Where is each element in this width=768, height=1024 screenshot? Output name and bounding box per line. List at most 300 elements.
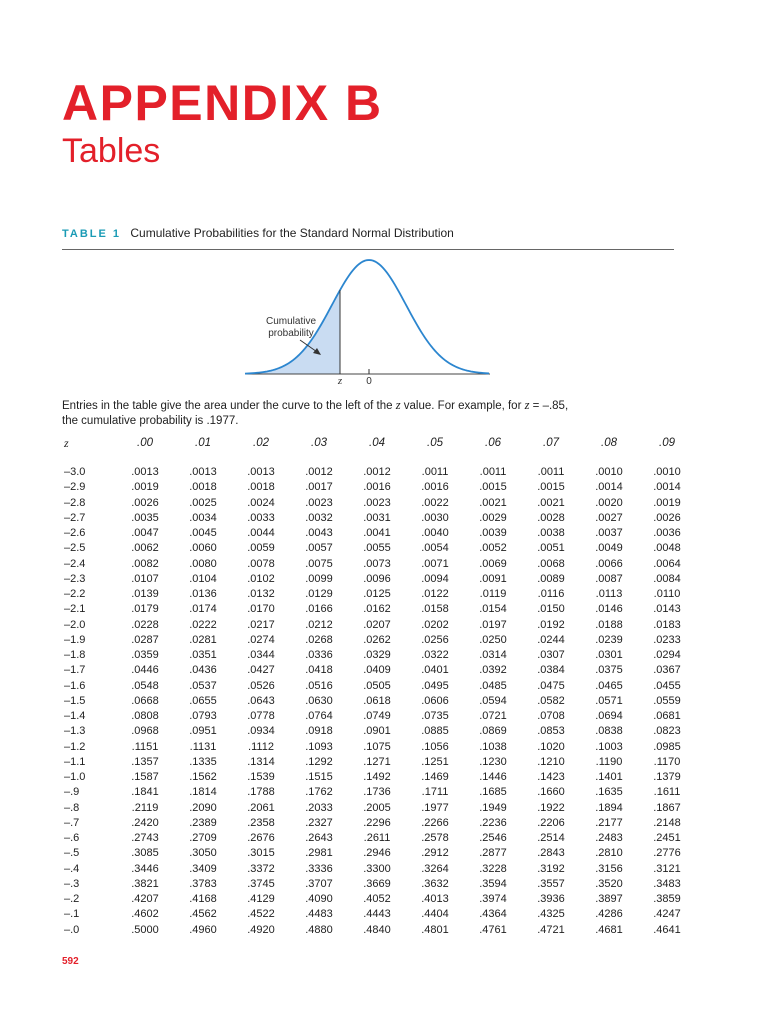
z-value-cell: –1.0 (64, 771, 86, 784)
probability-cell: .2033 (305, 801, 333, 814)
probability-cell: .0143 (653, 603, 681, 616)
z-value-cell: –1.7 (64, 664, 86, 677)
probability-cell: .4325 (537, 908, 565, 921)
probability-cell: .3336 (305, 862, 333, 875)
probability-cell: .2843 (537, 847, 565, 860)
z-value-cell: –2.1 (64, 603, 86, 616)
probability-cell: .2177 (595, 816, 623, 829)
probability-cell: .0307 (537, 649, 565, 662)
probability-cell: .4602 (131, 908, 159, 921)
probability-cell: .1151 (131, 740, 159, 753)
probability-cell: .1003 (595, 740, 623, 753)
table-row (62, 892, 696, 907)
probability-cell: .0212 (305, 618, 333, 631)
probability-cell: .0017 (305, 481, 333, 494)
annotation-line-1: Cumulative (265, 316, 317, 327)
probability-cell: .0060 (189, 542, 217, 555)
probability-cell: .0078 (247, 557, 275, 570)
probability-cell: .0049 (595, 542, 623, 555)
z-value-cell: –.6 (64, 832, 80, 845)
probability-cell: .0104 (189, 572, 217, 585)
probability-cell: .0475 (537, 679, 565, 692)
probability-cell: .0019 (131, 481, 159, 494)
probability-cell: .0384 (537, 664, 565, 677)
probability-cell: .0764 (305, 710, 333, 723)
probability-cell: .2611 (363, 832, 391, 845)
probability-cell: .3156 (595, 862, 623, 875)
probability-cell: .0808 (131, 710, 159, 723)
probability-cell: .0183 (653, 618, 681, 631)
probability-cell: .0014 (653, 481, 681, 494)
probability-cell: .1401 (595, 771, 623, 784)
table-row (62, 831, 696, 846)
probability-cell: .2061 (247, 801, 275, 814)
probability-cell: .1271 (363, 755, 391, 768)
probability-cell: .0207 (363, 618, 391, 631)
probability-cell: .0274 (247, 633, 275, 646)
probability-cell: .1587 (131, 771, 159, 784)
probability-cell: .0032 (305, 511, 333, 524)
probability-cell: .0035 (131, 511, 159, 524)
probability-cell: .1056 (421, 740, 449, 753)
probability-cell: .0885 (421, 725, 449, 738)
probability-cell: .1949 (479, 801, 507, 814)
probability-cell: .0192 (537, 618, 565, 631)
probability-cell: .4247 (653, 908, 681, 921)
table-row (62, 709, 696, 724)
table-row (62, 846, 696, 861)
probability-cell: .0125 (363, 588, 391, 601)
probability-cell: .0068 (537, 557, 565, 570)
table-row (62, 541, 696, 556)
probability-cell: .2877 (479, 847, 507, 860)
probability-cell: .1635 (595, 786, 623, 799)
probability-cell: .1423 (537, 771, 565, 784)
normal-curve-figure (0, 0, 768, 400)
z-value-cell: –2.8 (64, 496, 86, 509)
probability-cell: .2981 (305, 847, 333, 860)
probability-cell: .0018 (189, 481, 217, 494)
intro-text-3: = –.85, (529, 400, 569, 412)
probability-cell: .0548 (131, 679, 159, 692)
probability-cell: .4090 (305, 893, 333, 906)
probability-cell: .0038 (537, 527, 565, 540)
column-header: .05 (427, 437, 443, 449)
probability-cell: .0055 (363, 542, 391, 555)
probability-cell: .0028 (537, 511, 565, 524)
probability-cell: .0013 (131, 466, 159, 479)
probability-cell: .0020 (595, 496, 623, 509)
table-row (62, 877, 696, 892)
probability-cell: .0010 (653, 466, 681, 479)
probability-cell: .2912 (421, 847, 449, 860)
probability-cell: .0116 (537, 588, 565, 601)
probability-cell: .0037 (595, 527, 623, 540)
intro-z-1: z (395, 398, 401, 412)
probability-cell: .0016 (421, 481, 449, 494)
probability-cell: .4207 (131, 893, 159, 906)
column-header: .00 (137, 437, 153, 449)
probability-cell: .0023 (305, 496, 333, 509)
probability-cell: .3594 (479, 877, 507, 890)
probability-cell: .0495 (421, 679, 449, 692)
column-header: .06 (485, 437, 501, 449)
probability-cell: .0033 (247, 511, 275, 524)
probability-cell: .0073 (363, 557, 391, 570)
probability-cell: .1469 (421, 771, 449, 784)
table-row (62, 816, 696, 831)
probability-cell: .0052 (479, 542, 507, 555)
probability-cell: .0222 (189, 618, 217, 631)
table-row (62, 648, 696, 663)
probability-cell: .0643 (247, 694, 275, 707)
probability-cell: .0113 (595, 588, 623, 601)
probability-cell: .0174 (189, 603, 217, 616)
table-row (62, 480, 696, 495)
probability-cell: .3264 (421, 862, 449, 875)
table-intro (62, 398, 674, 429)
probability-cell: .0694 (595, 710, 623, 723)
probability-cell: .0287 (131, 633, 159, 646)
column-header: .09 (659, 437, 675, 449)
probability-cell: .3897 (595, 893, 623, 906)
probability-cell: .0064 (653, 557, 681, 570)
probability-cell: .0080 (189, 557, 217, 570)
probability-cell: .0228 (131, 618, 159, 631)
probability-cell: .0162 (363, 603, 391, 616)
probability-cell: .3707 (305, 877, 333, 890)
probability-cell: .1131 (189, 740, 217, 753)
probability-cell: .3821 (131, 877, 159, 890)
probability-cell: .1251 (421, 755, 449, 768)
intro-text-line-2: the cumulative probability is .1977. (62, 415, 239, 427)
probability-cell: .0031 (363, 511, 391, 524)
probability-cell: .0918 (305, 725, 333, 738)
z-value-cell: –.5 (64, 847, 80, 860)
probability-cell: .0107 (131, 572, 159, 585)
probability-cell: .2327 (305, 816, 333, 829)
probability-cell: .0244 (537, 633, 565, 646)
probability-cell: .0233 (653, 633, 681, 646)
table-row (62, 862, 696, 877)
probability-cell: .1492 (363, 771, 391, 784)
probability-cell: .0048 (653, 542, 681, 555)
probability-cell: .0014 (595, 481, 623, 494)
probability-cell: .4641 (653, 923, 681, 936)
probability-cell: .0089 (537, 572, 565, 585)
probability-cell: .0582 (537, 694, 565, 707)
probability-cell: .0021 (479, 496, 507, 509)
probability-cell: .0668 (131, 694, 159, 707)
probability-cell: .2743 (131, 832, 159, 845)
probability-cell: .3372 (247, 862, 275, 875)
probability-cell: .0618 (363, 694, 391, 707)
probability-cell: .0367 (653, 664, 681, 677)
probability-cell: .2296 (363, 816, 391, 829)
probability-cell: .0019 (653, 496, 681, 509)
column-header: .08 (601, 437, 617, 449)
z-value-cell: –1.8 (64, 649, 86, 662)
probability-cell: .0096 (363, 572, 391, 585)
probability-cell: .0057 (305, 542, 333, 555)
probability-cell: .0427 (247, 664, 275, 677)
probability-cell: .2236 (479, 816, 507, 829)
probability-cell: .1038 (479, 740, 507, 753)
appendix-subtitle: Tables (62, 132, 161, 170)
table-row (62, 770, 696, 785)
probability-cell: .3050 (189, 847, 217, 860)
probability-cell: .1736 (363, 786, 391, 799)
z-value-cell: –.0 (64, 923, 80, 936)
probability-cell: .4286 (595, 908, 623, 921)
z-value-cell: –.2 (64, 893, 80, 906)
probability-cell: .2946 (363, 847, 391, 860)
probability-cell: .1922 (537, 801, 565, 814)
probability-cell: .3783 (189, 877, 217, 890)
probability-cell: .0594 (479, 694, 507, 707)
column-header: .02 (253, 437, 269, 449)
table-row (62, 785, 696, 800)
table-row (62, 511, 696, 526)
probability-cell: .2266 (421, 816, 449, 829)
probability-cell: .0022 (421, 496, 449, 509)
probability-cell: .0025 (189, 496, 217, 509)
probability-cell: .0853 (537, 725, 565, 738)
probability-cell: .1230 (479, 755, 507, 768)
probability-cell: .4920 (247, 923, 275, 936)
probability-cell: .0256 (421, 633, 449, 646)
probability-cell: .4168 (189, 893, 217, 906)
table-label: TABLE 1 (62, 228, 122, 240)
probability-cell: .4483 (305, 908, 333, 921)
table-row (62, 618, 696, 633)
table-row (62, 740, 696, 755)
probability-cell: .0329 (363, 649, 391, 662)
probability-cell: .0262 (363, 633, 391, 646)
probability-cell: .0010 (595, 466, 623, 479)
probability-cell: .0016 (363, 481, 391, 494)
probability-cell: .0069 (479, 557, 507, 570)
probability-cell: .0351 (189, 649, 217, 662)
annotation-line-2: probability (268, 328, 314, 339)
probability-cell: .0901 (363, 725, 391, 738)
probability-cell: .0041 (363, 527, 391, 540)
probability-cell: .1190 (595, 755, 623, 768)
probability-cell: .0655 (189, 694, 217, 707)
z-value-cell: –2.3 (64, 572, 86, 585)
appendix-title: APPENDIX B (62, 75, 383, 131)
probability-cell: .0823 (653, 725, 681, 738)
z-table (62, 434, 696, 938)
probability-cell: .0066 (595, 557, 623, 570)
probability-cell: .2810 (595, 847, 623, 860)
probability-cell: .1210 (537, 755, 565, 768)
probability-cell: .0505 (363, 679, 391, 692)
probability-cell: .0139 (131, 588, 159, 601)
z-value-cell: –2.6 (64, 527, 86, 540)
table-row (62, 724, 696, 739)
z-value-cell: –2.7 (64, 511, 86, 524)
column-header: .03 (311, 437, 327, 449)
probability-cell: .0087 (595, 572, 623, 585)
probability-cell: .1357 (131, 755, 159, 768)
probability-cell: .1170 (653, 755, 681, 768)
probability-cell: .0012 (363, 466, 391, 479)
probability-cell: .1762 (305, 786, 333, 799)
probability-cell: .3557 (537, 877, 565, 890)
probability-cell: .4129 (247, 893, 275, 906)
z-value-cell: –1.1 (64, 755, 86, 768)
probability-cell: .0039 (479, 527, 507, 540)
probability-cell: .0281 (189, 633, 217, 646)
table-row (62, 572, 696, 587)
probability-cell: .0409 (363, 664, 391, 677)
probability-cell: .0136 (189, 588, 217, 601)
probability-cell: .0030 (421, 511, 449, 524)
probability-cell: .0537 (189, 679, 217, 692)
probability-cell: .1112 (248, 740, 274, 753)
probability-cell: .0375 (595, 664, 623, 677)
probability-cell: .0314 (479, 649, 507, 662)
column-header: .01 (195, 437, 211, 449)
probability-cell: .0059 (247, 542, 275, 555)
probability-cell: .0217 (247, 618, 275, 631)
z-table-body (62, 452, 696, 938)
probability-cell: .1314 (247, 755, 275, 768)
probability-cell: .0170 (247, 603, 275, 616)
probability-cell: .1894 (595, 801, 623, 814)
probability-cell: .5000 (131, 923, 159, 936)
probability-cell: .0129 (305, 588, 333, 601)
probability-cell: .0026 (653, 511, 681, 524)
probability-cell: .0154 (479, 603, 507, 616)
probability-cell: .1841 (131, 786, 159, 799)
probability-cell: .0436 (189, 664, 217, 677)
probability-cell: .1379 (653, 771, 681, 784)
column-header-z: z (64, 435, 69, 450)
probability-cell: .2676 (247, 832, 275, 845)
intro-text-2: value. For example, for (400, 400, 525, 412)
probability-cell: .0268 (305, 633, 333, 646)
probability-cell: .1977 (421, 801, 449, 814)
table-row (62, 923, 696, 938)
column-header: .04 (369, 437, 385, 449)
probability-cell: .0012 (305, 466, 333, 479)
probability-cell: .0197 (479, 618, 507, 631)
probability-cell: .0294 (653, 649, 681, 662)
probability-cell: .4960 (189, 923, 217, 936)
z-value-cell: –1.9 (64, 633, 86, 646)
probability-cell: .0023 (363, 496, 391, 509)
probability-cell: .2483 (595, 832, 623, 845)
probability-cell: .0179 (131, 603, 159, 616)
zero-axis-label: 0 (366, 376, 372, 387)
probability-cell: .0045 (189, 527, 217, 540)
probability-cell: .4013 (421, 893, 449, 906)
probability-cell: .0044 (247, 527, 275, 540)
column-header: .07 (543, 437, 559, 449)
probability-cell: .2578 (421, 832, 449, 845)
probability-cell: .0122 (421, 588, 449, 601)
probability-cell: .0559 (653, 694, 681, 707)
probability-cell: .0359 (131, 649, 159, 662)
z-axis-label: z (337, 375, 343, 387)
probability-cell: .0015 (537, 481, 565, 494)
probability-cell: .2090 (189, 801, 217, 814)
probability-cell: .3669 (363, 877, 391, 890)
z-value-cell: –2.2 (64, 588, 86, 601)
probability-cell: .0778 (247, 710, 275, 723)
probability-cell: .3483 (653, 877, 681, 890)
probability-cell: .2148 (653, 816, 681, 829)
table-row (62, 907, 696, 922)
probability-cell: .2776 (653, 847, 681, 860)
probability-cell: .4443 (363, 908, 391, 921)
table-row (62, 496, 696, 511)
table-row (62, 694, 696, 709)
probability-cell: .0681 (653, 710, 681, 723)
z-value-cell: –.9 (64, 786, 80, 799)
probability-cell: .3745 (247, 877, 275, 890)
probability-cell: .1093 (305, 740, 333, 753)
table-row (62, 679, 696, 694)
z-value-cell: –.7 (64, 816, 80, 829)
probability-cell: .0099 (305, 572, 333, 585)
probability-cell: .2358 (247, 816, 275, 829)
z-value-cell: –.3 (64, 877, 80, 890)
probability-cell: .1562 (189, 771, 217, 784)
probability-cell: .4562 (189, 908, 217, 921)
probability-cell: .4840 (363, 923, 391, 936)
probability-cell: .2514 (537, 832, 565, 845)
probability-cell: .0869 (479, 725, 507, 738)
probability-cell: .0516 (305, 679, 333, 692)
probability-cell: .0735 (421, 710, 449, 723)
probability-cell: .0146 (595, 603, 623, 616)
probability-cell: .0336 (305, 649, 333, 662)
probability-cell: .0015 (479, 481, 507, 494)
probability-cell: .4052 (363, 893, 391, 906)
probability-cell: .4721 (537, 923, 565, 936)
probability-cell: .0455 (653, 679, 681, 692)
probability-cell: .3085 (131, 847, 159, 860)
probability-cell: .2709 (189, 832, 217, 845)
probability-cell: .0951 (189, 725, 217, 738)
z-value-cell: –.8 (64, 801, 80, 814)
probability-cell: .0485 (479, 679, 507, 692)
probability-cell: .2643 (305, 832, 333, 845)
probability-cell: .1075 (363, 740, 391, 753)
probability-cell: .3632 (421, 877, 449, 890)
table-spacer-cell (62, 452, 696, 465)
probability-cell: .0793 (189, 710, 217, 723)
probability-cell: .0026 (131, 496, 159, 509)
probability-cell: .0838 (595, 725, 623, 738)
probability-cell: .4404 (421, 908, 449, 921)
probability-cell: .0011 (537, 466, 565, 479)
probability-cell: .0075 (305, 557, 333, 570)
table-row (62, 465, 696, 480)
probability-cell: .2451 (653, 832, 681, 845)
probability-cell: .0043 (305, 527, 333, 540)
z-value-cell: –2.0 (64, 618, 86, 631)
probability-cell: .0392 (479, 664, 507, 677)
probability-cell: .0202 (421, 618, 449, 631)
probability-cell: .0036 (653, 527, 681, 540)
probability-cell: .3192 (537, 862, 565, 875)
probability-cell: .0446 (131, 664, 159, 677)
probability-cell: .0418 (305, 664, 333, 677)
